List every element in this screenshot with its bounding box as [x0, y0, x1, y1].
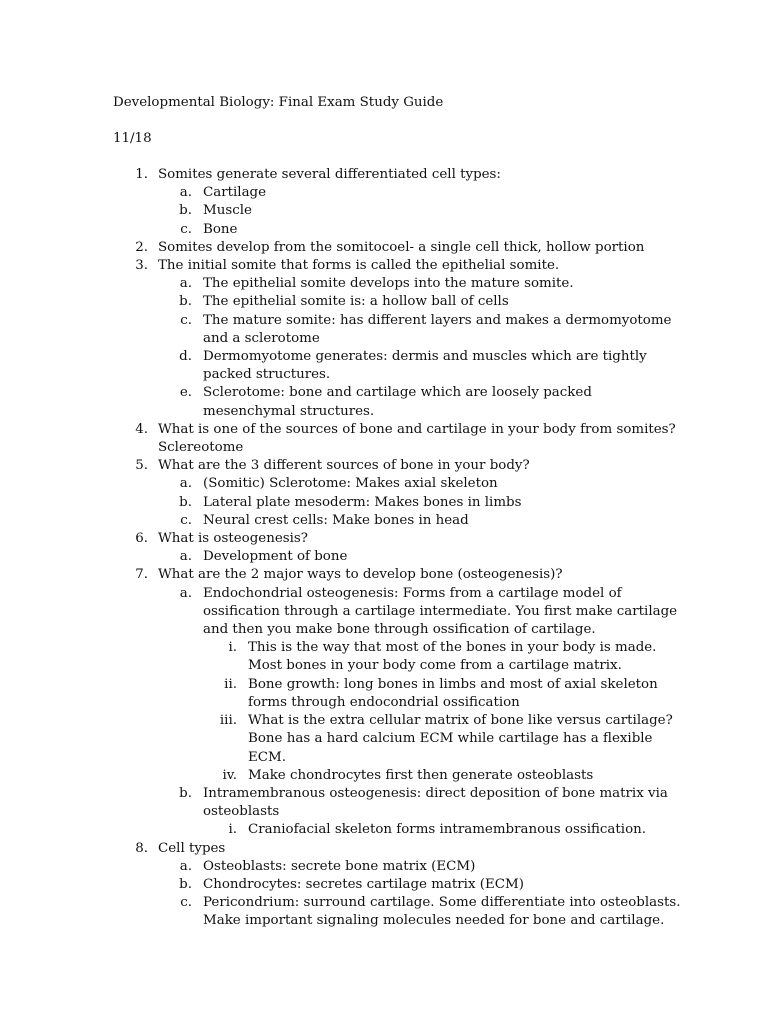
list-item-text: mesenchymal structures.	[203, 403, 375, 419]
list-item-text: What is one of the sources of bone and cartilage in your body from somites?	[158, 421, 676, 437]
list-item-text: Endochondrial osteogenesis: Forms from a cartilage model of	[203, 585, 622, 601]
list-item	[0, 384, 768, 420]
list-marker: a.	[179, 276, 192, 292]
list-marker: iii.	[219, 713, 237, 729]
list-item	[0, 840, 768, 858]
list-item-text: Lateral plate mesoderm: Makes bones in limbs	[203, 494, 522, 510]
list-item	[0, 202, 768, 220]
list-marker: b.	[179, 876, 192, 892]
list-item-text: The mature somite: has different layers and makes a dermomyotome	[203, 312, 672, 328]
list-item-text: The initial somite that forms is called the epithelial somite.	[158, 258, 560, 274]
list-item	[0, 512, 768, 530]
list-item-text: This is the way that most of the bones in your body is made.	[248, 640, 657, 656]
list-item-text: Development of bone	[203, 549, 348, 565]
list-item	[0, 166, 768, 184]
list-marker: 8.	[135, 840, 148, 856]
list-marker: b.	[179, 785, 192, 801]
list-item-text: osteoblasts	[203, 804, 280, 820]
list-marker: e.	[179, 385, 192, 401]
list-marker: b.	[179, 294, 192, 310]
list-marker: a.	[179, 858, 192, 874]
list-item-text: ECM.	[248, 749, 286, 765]
list-item-text: Most bones in your body come from a cartilage matrix.	[248, 658, 622, 674]
list-marker: 2.	[135, 239, 148, 255]
list-item-text: The epithelial somite is: a hollow ball of cells	[203, 294, 509, 310]
list-item	[0, 184, 768, 202]
list-item-text: Cell types	[158, 840, 226, 856]
list-item-text: forms through endocondrial ossification	[248, 694, 520, 710]
list-marker: b.	[179, 203, 192, 219]
list-item-text: Make chondrocytes first then generate osteoblasts	[248, 767, 594, 783]
list-item-text: The epithelial somite develops into the mature somite.	[203, 276, 574, 292]
list-item	[0, 712, 768, 767]
list-marker: b.	[179, 494, 192, 510]
list-item	[0, 239, 768, 257]
list-item	[0, 257, 768, 275]
list-item-text: (Somitic) Sclerotome: Makes axial skeleton	[203, 476, 498, 492]
list-marker: ii.	[224, 676, 237, 692]
list-marker: a.	[179, 585, 192, 601]
list-item-text: Somites develop from the somitocoel- a single cell thick, hollow portion	[158, 239, 645, 255]
list-item	[0, 821, 768, 839]
list-item-text: ossification through a cartilage intermediate. You first make cartilage	[203, 603, 678, 619]
list-marker: c.	[180, 895, 192, 911]
list-marker: 1.	[135, 167, 148, 182]
list-marker: 4.	[135, 421, 148, 437]
list-item	[0, 785, 768, 821]
list-marker: 6.	[135, 531, 148, 547]
list-item	[0, 876, 768, 894]
list-item-text: Bone	[203, 221, 238, 237]
list-item-text: Cartilage	[203, 185, 267, 201]
list-item	[0, 585, 768, 640]
list-item	[0, 676, 768, 712]
list-item	[0, 494, 768, 512]
document-title: Developmental Biology: Final Exam Study Guide	[113, 95, 444, 110]
list-marker: 7.	[135, 567, 148, 583]
list-item-text: Bone growth: long bones in limbs and most of axial skeleton	[248, 676, 658, 692]
list-item-text: Craniofacial skeleton forms intramembranous ossification.	[248, 822, 647, 838]
list-marker: a.	[179, 185, 192, 201]
list-item	[0, 858, 768, 876]
list-item	[0, 312, 768, 348]
list-item	[0, 275, 768, 293]
list-marker: d.	[179, 349, 192, 365]
list-item-text: Neural crest cells: Make bones in head	[203, 512, 469, 528]
list-item-text: Bone has a hard calcium ECM while cartilage has a flexible	[248, 731, 653, 747]
list-item-text: and a sclerotome	[203, 330, 320, 346]
list-item-text: What are the 2 major ways to develop bone (osteogenesis)?	[158, 567, 563, 583]
list-item	[0, 457, 768, 475]
list-marker: c.	[180, 512, 192, 528]
list-marker: 3.	[135, 258, 148, 274]
list-marker: c.	[180, 312, 192, 328]
list-marker: c.	[180, 221, 192, 237]
list-marker: a.	[179, 476, 192, 492]
list-marker: iv.	[222, 767, 237, 783]
list-item	[0, 767, 768, 785]
list-item-text: What is osteogenesis?	[158, 531, 308, 547]
list-item-text: and then you make bone through ossification of cartilage.	[203, 622, 596, 638]
list-item-text: Pericondrium: surround cartilage. Some differentiate into osteoblasts.	[203, 895, 681, 911]
document-date: 11/18	[113, 131, 152, 146]
list-item-text: Dermomyotome generates: dermis and muscles which are tightly	[203, 349, 647, 365]
list-item	[0, 894, 768, 930]
outline-list	[0, 166, 768, 931]
list-item-text: Osteoblasts: secrete bone matrix (ECM)	[203, 858, 476, 874]
list-item	[0, 530, 768, 548]
list-item	[0, 566, 768, 584]
list-item	[0, 548, 768, 566]
list-item	[0, 348, 768, 384]
list-item-text: What are the 3 different sources of bone in your body?	[158, 458, 530, 474]
list-marker: i.	[228, 640, 237, 656]
list-item-text: Sclereotome	[158, 440, 244, 456]
list-item-text: packed structures.	[203, 367, 331, 383]
list-item-text: Intramembranous osteogenesis: direct deposition of bone matrix via	[203, 785, 668, 801]
list-item	[0, 293, 768, 311]
list-item-text: Chondrocytes: secretes cartilage matrix (ECM)	[203, 876, 524, 892]
list-item	[0, 421, 768, 457]
list-item-text: Make important signaling molecules needed for bone and cartilage.	[203, 913, 665, 929]
list-item	[0, 475, 768, 493]
list-item-text: Somites generate several differentiated cell types:	[158, 167, 501, 182]
list-item-text: What is the extra cellular matrix of bone like versus cartilage?	[248, 713, 673, 729]
list-item-text: Sclerotome: bone and cartilage which are loosely packed	[203, 385, 592, 401]
list-item-text: Muscle	[203, 203, 252, 219]
list-marker: i.	[228, 822, 237, 838]
list-marker: 5.	[135, 458, 148, 474]
list-item	[0, 221, 768, 239]
list-item	[0, 639, 768, 675]
list-marker: a.	[179, 549, 192, 565]
